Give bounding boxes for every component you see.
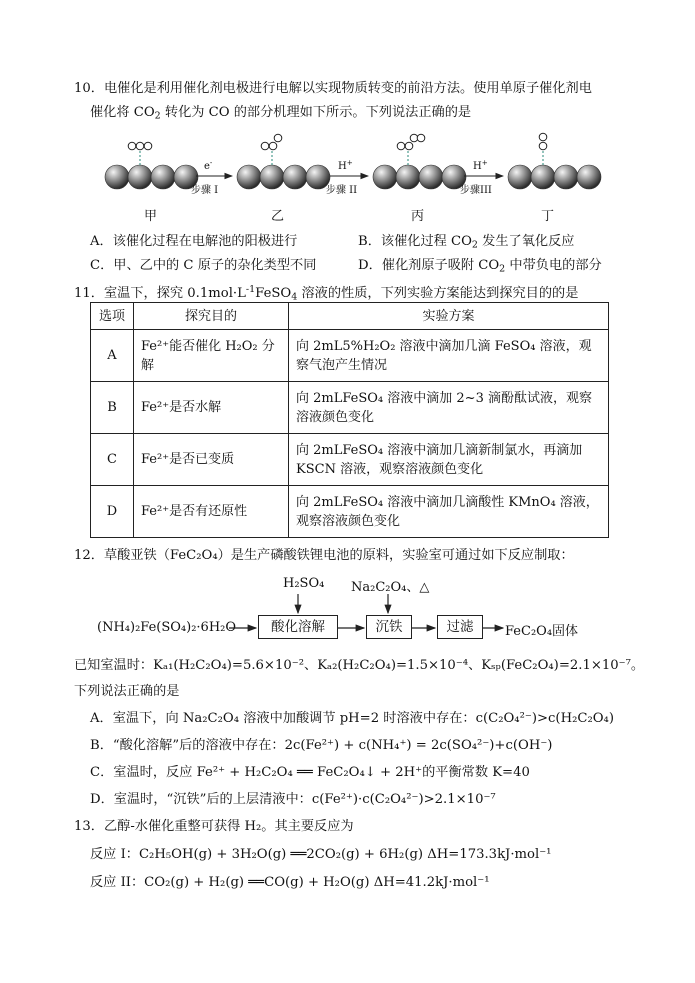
cell-option: A	[91, 330, 134, 382]
q10-option-a: A．该催化过程在电解池的阳极进行	[90, 234, 298, 249]
table-header-row	[91, 303, 609, 330]
q12-option-a: A．室温下，向 Na₂C₂O₄ 溶液中加酸调节 pH=2 时溶液中存在：c(C₂O₄²⁻)>c(H₂C₂O₄)	[90, 711, 614, 726]
arrow1-top: e-	[204, 158, 213, 172]
catalyst-atom	[577, 165, 601, 189]
cell-plan: 向 2mLFeSO₄ 溶液中滴加 2~3 滴酚酞试液，观察溶液颜色变化	[289, 382, 609, 434]
table-row	[91, 486, 609, 538]
q13-reaction-1: 反应 I：C₂H₅OH(g) + 3H₂O(g) ══2CO₂(g) + 6H₂(g) ΔH=173.3kJ·mol⁻¹	[90, 847, 552, 862]
q12-option-d: D．室温时，“沉铁”后的上层清液中：c(Fe²⁺)·c(C₂O₄²⁻)>2.1×10⁻⁷	[90, 792, 496, 807]
molecule-atom	[539, 142, 547, 150]
cell-purpose: Fe²⁺是否有还原性	[134, 486, 289, 538]
molecule-atom	[274, 134, 282, 142]
flow-reagent-h2so4: H₂SO₄	[283, 576, 325, 591]
catalyst-atom	[419, 165, 443, 189]
flow-box-filter: 过滤	[437, 615, 483, 639]
q10-option-c: C．甲、乙中的 C 原子的杂化类型不同	[90, 258, 317, 273]
q12-option-b: B．“酸化溶解”后的溶液中存在：2c(Fe²⁺) + c(NH₄⁺) = 2c(SO₄²⁻)+c(OH⁻)	[90, 738, 553, 753]
cell-option: C	[91, 434, 134, 486]
q10-stem-line1: 10．电催化是利用催化剂电极进行电解以实现物质转变的前沿方法。使用单原子催化剂电	[74, 81, 592, 96]
label-ding: 丁	[541, 209, 555, 224]
step2-label: 步骤 II	[326, 185, 358, 196]
catalyst-atom	[260, 165, 284, 189]
header-purpose: 探究目的	[134, 303, 289, 330]
catalyst-atom	[508, 165, 532, 189]
catalyst-atom	[283, 165, 307, 189]
flow-box-acid-dissolve: 酸化溶解	[258, 615, 338, 639]
catalyst-atom	[151, 165, 175, 189]
table-row	[91, 434, 609, 486]
q10-option-b: B．该催化过程 $CO_2$ 发生了氧化反应	[358, 234, 575, 251]
q10-option-d: D．催化剂原子吸附 $CO_2$ 中带负电的部分	[358, 258, 602, 275]
catalyst-atom	[396, 165, 420, 189]
cell-plan: 向 2mLFeSO₄ 溶液中滴加几滴酸性 KMnO₄ 溶液，观察溶液颜色变化	[289, 486, 609, 538]
mechanism-diagram	[0, 0, 695, 240]
molecule-atom	[405, 142, 413, 150]
label-bing: 丙	[411, 209, 425, 224]
experiment-table	[90, 302, 609, 538]
step3-label: 步骤III	[460, 185, 492, 196]
q13-reaction-2: 反应 II：CO₂(g) + H₂(g) ══CO(g) + H₂O(g) ΔH=41.2kJ·mol⁻¹	[90, 875, 490, 890]
molecule-atom	[261, 142, 269, 150]
catalyst-atom	[554, 165, 578, 189]
q12-ask: 下列说法正确的是	[74, 684, 180, 699]
q12-known: 已知室温时：Kₐ₁(H₂C₂O₄)=5.6×10⁻²、Kₐ₂(H₂C₂O₄)=1.5×10⁻⁴、Kₛₚ(FeC₂O₄)=2.1×10⁻⁷。	[74, 658, 645, 673]
table-row	[91, 382, 609, 434]
catalyst-atom	[373, 165, 397, 189]
cell-plan: 向 2mLFeSO₄ 溶液中滴加几滴新制氯水，再滴加 KSCN 溶液，观察溶液颜色变化	[289, 434, 609, 486]
arrow2-top: H+	[338, 158, 353, 172]
molecule-atom	[128, 142, 136, 150]
cell-purpose: Fe²⁺是否已变质	[134, 434, 289, 486]
q13-stem: 13．乙醇-水催化重整可获得 H₂。其主要反应为	[74, 819, 354, 834]
label-jia: 甲	[144, 209, 158, 224]
cell-plan: 向 2mL5%H₂O₂ 溶液中滴加几滴 FeSO₄ 溶液，观察气泡产生情况	[289, 330, 609, 382]
flow-reagent-na2c2o4: Na₂C₂O₄、△	[351, 580, 430, 595]
flow-start-material: (NH₄)₂Fe(SO₄)₂·6H₂O	[97, 620, 237, 635]
molecule-atom	[269, 142, 277, 150]
header-plan: 实验方案	[289, 303, 609, 330]
header-option: 选项	[91, 303, 134, 330]
q12-stem: 12．草酸亚铁（FeC₂O₄）是生产磷酸铁锂电池的原料，实验室可通过如下反应制取：	[74, 548, 574, 563]
q12-option-c: C．室温时，反应 Fe²⁺ + H₂C₂O₄ ══ FeC₂O₄↓ + 2H⁺的平衡常数 K=40	[90, 765, 530, 780]
catalyst-atom	[105, 165, 129, 189]
q10-stem-line2: 催化将 $CO_2$ 转化为 CO 的部分机理如下所示。下列说法正确的是	[90, 105, 472, 122]
step1-label: 步骤 I	[191, 185, 219, 196]
cell-purpose: Fe²⁺能否催化 H₂O₂ 分解	[134, 330, 289, 382]
molecule-atom	[539, 133, 547, 141]
table-row	[91, 330, 609, 382]
flow-product: FeC₂O₄固体	[505, 624, 579, 639]
molecule-atom	[417, 134, 425, 142]
cell-option: D	[91, 486, 134, 538]
cell-purpose: Fe²⁺是否水解	[134, 382, 289, 434]
catalyst-atom	[237, 165, 261, 189]
molecule-atom	[397, 142, 405, 150]
molecule-atom	[410, 134, 418, 142]
arrow3-top: H+	[473, 158, 488, 172]
molecule-atom	[144, 142, 152, 150]
cell-option: B	[91, 382, 134, 434]
catalyst-atom	[128, 165, 152, 189]
flow-box-precipitate: 沉铁	[366, 615, 412, 639]
catalyst-atom	[531, 165, 555, 189]
label-yi: 乙	[271, 209, 285, 224]
q11-stem: 11．室温下，探究 $0.1mol\cdot L^{-1}FeSO_4$ 溶液的性质，下列实验方案能达到探究目的的是	[74, 284, 579, 303]
molecule-atom	[136, 142, 144, 150]
